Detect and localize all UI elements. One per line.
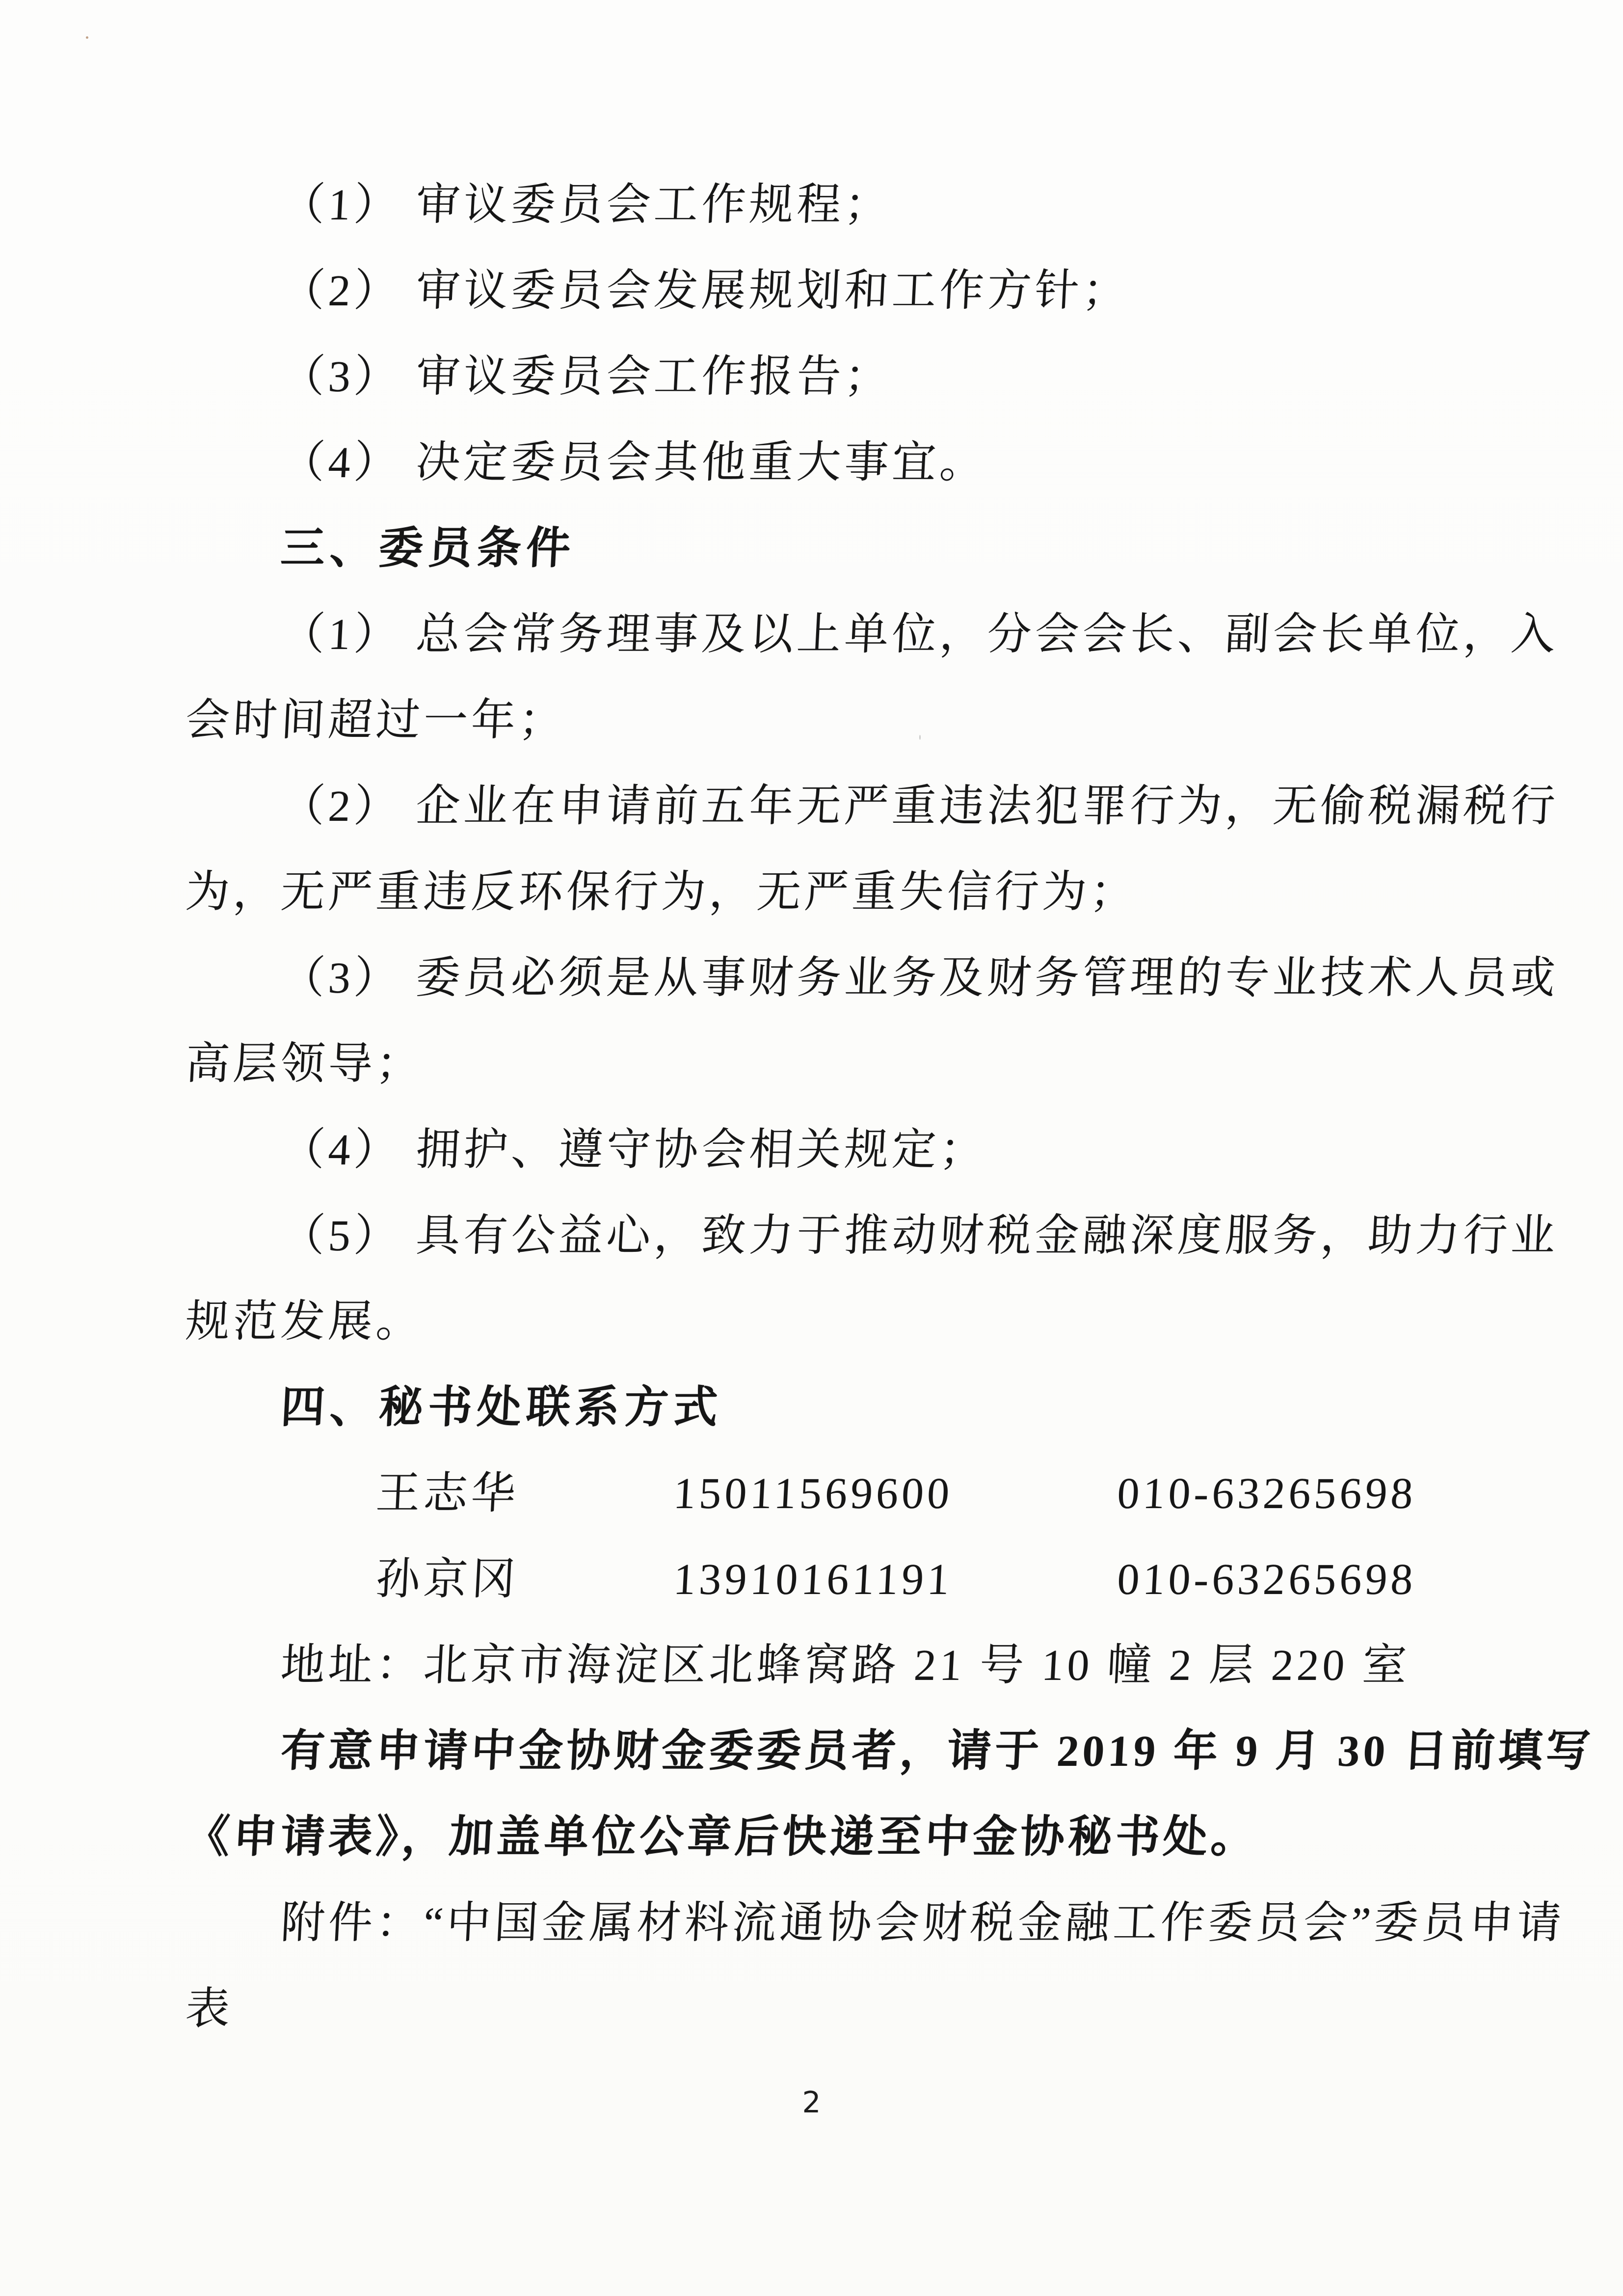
condition-line: （3） 委员必须是从事财务业务及财务管理的专业技术人员或 (279, 954, 1560, 1002)
condition-line: （2） 企业在申请前五年无严重违法犯罪行为，无偷税漏税行 (279, 782, 1560, 831)
contact-row (183, 1537, 1476, 1622)
attachment-line: 附件：“中国金属材料流通协会财税金融工作委员会”委员申请 (279, 1899, 1566, 1947)
list-item-duty-2: （2） 审议委员会发展规划和工作方针； (279, 267, 1132, 315)
contact-mobile: 15011569600 (672, 1469, 954, 1518)
contact-phone: 010-63265698 (1116, 1469, 1418, 1518)
notice-line: 《申请表》，加盖单位公章后快递至中金协秘书处。 (184, 1813, 1260, 1862)
condition-line: 高层领导； (184, 1040, 425, 1088)
page-number: 2 (802, 2085, 821, 2120)
list-item-duty-1: （1） 审议委员会工作规程； (279, 181, 894, 229)
document-body (184, 162, 1595, 2052)
attachment-line: 表 (184, 1985, 235, 2033)
address-line: 地址：北京市海淀区北蜂窝路 21 号 10 幢 2 层 220 室 (279, 1641, 1411, 1690)
condition-line: 会时间超过一年； (184, 696, 568, 745)
condition-line: 规范发展。 (184, 1297, 425, 1346)
scan-speck (86, 36, 88, 39)
condition-line: （1） 总会常务理事及以上单位，分会会长、副会长单位，入 (279, 610, 1560, 659)
condition-line: 为，无严重违反环保行为，无严重失信行为； (184, 868, 1139, 917)
contact-name: 孙京冈 (374, 1555, 520, 1604)
list-item-duty-3: （3） 审议委员会工作报告； (279, 352, 894, 401)
condition-line: （4） 拥护、遵守协会相关规定； (279, 1126, 989, 1174)
list-item-duty-4: （4） 决定委员会其他重大事宜。 (279, 438, 989, 487)
contact-mobile: 13910161191 (672, 1555, 954, 1604)
contact-phone: 010-63265698 (1116, 1555, 1418, 1604)
contact-name: 王志华 (374, 1469, 520, 1518)
notice-line: 有意申请中金协财金委委员者，请于 2019 年 9 月 30 日前填写 (279, 1727, 1595, 1776)
condition-line: （5） 具有公益心，致力于推动财税金融深度服务，助力行业 (279, 1212, 1560, 1260)
contact-row (183, 1451, 1476, 1537)
section-heading-member-conditions: 三、委员条件 (279, 524, 577, 573)
section-heading-secretariat-contact: 四、秘书处联系方式 (279, 1383, 724, 1432)
